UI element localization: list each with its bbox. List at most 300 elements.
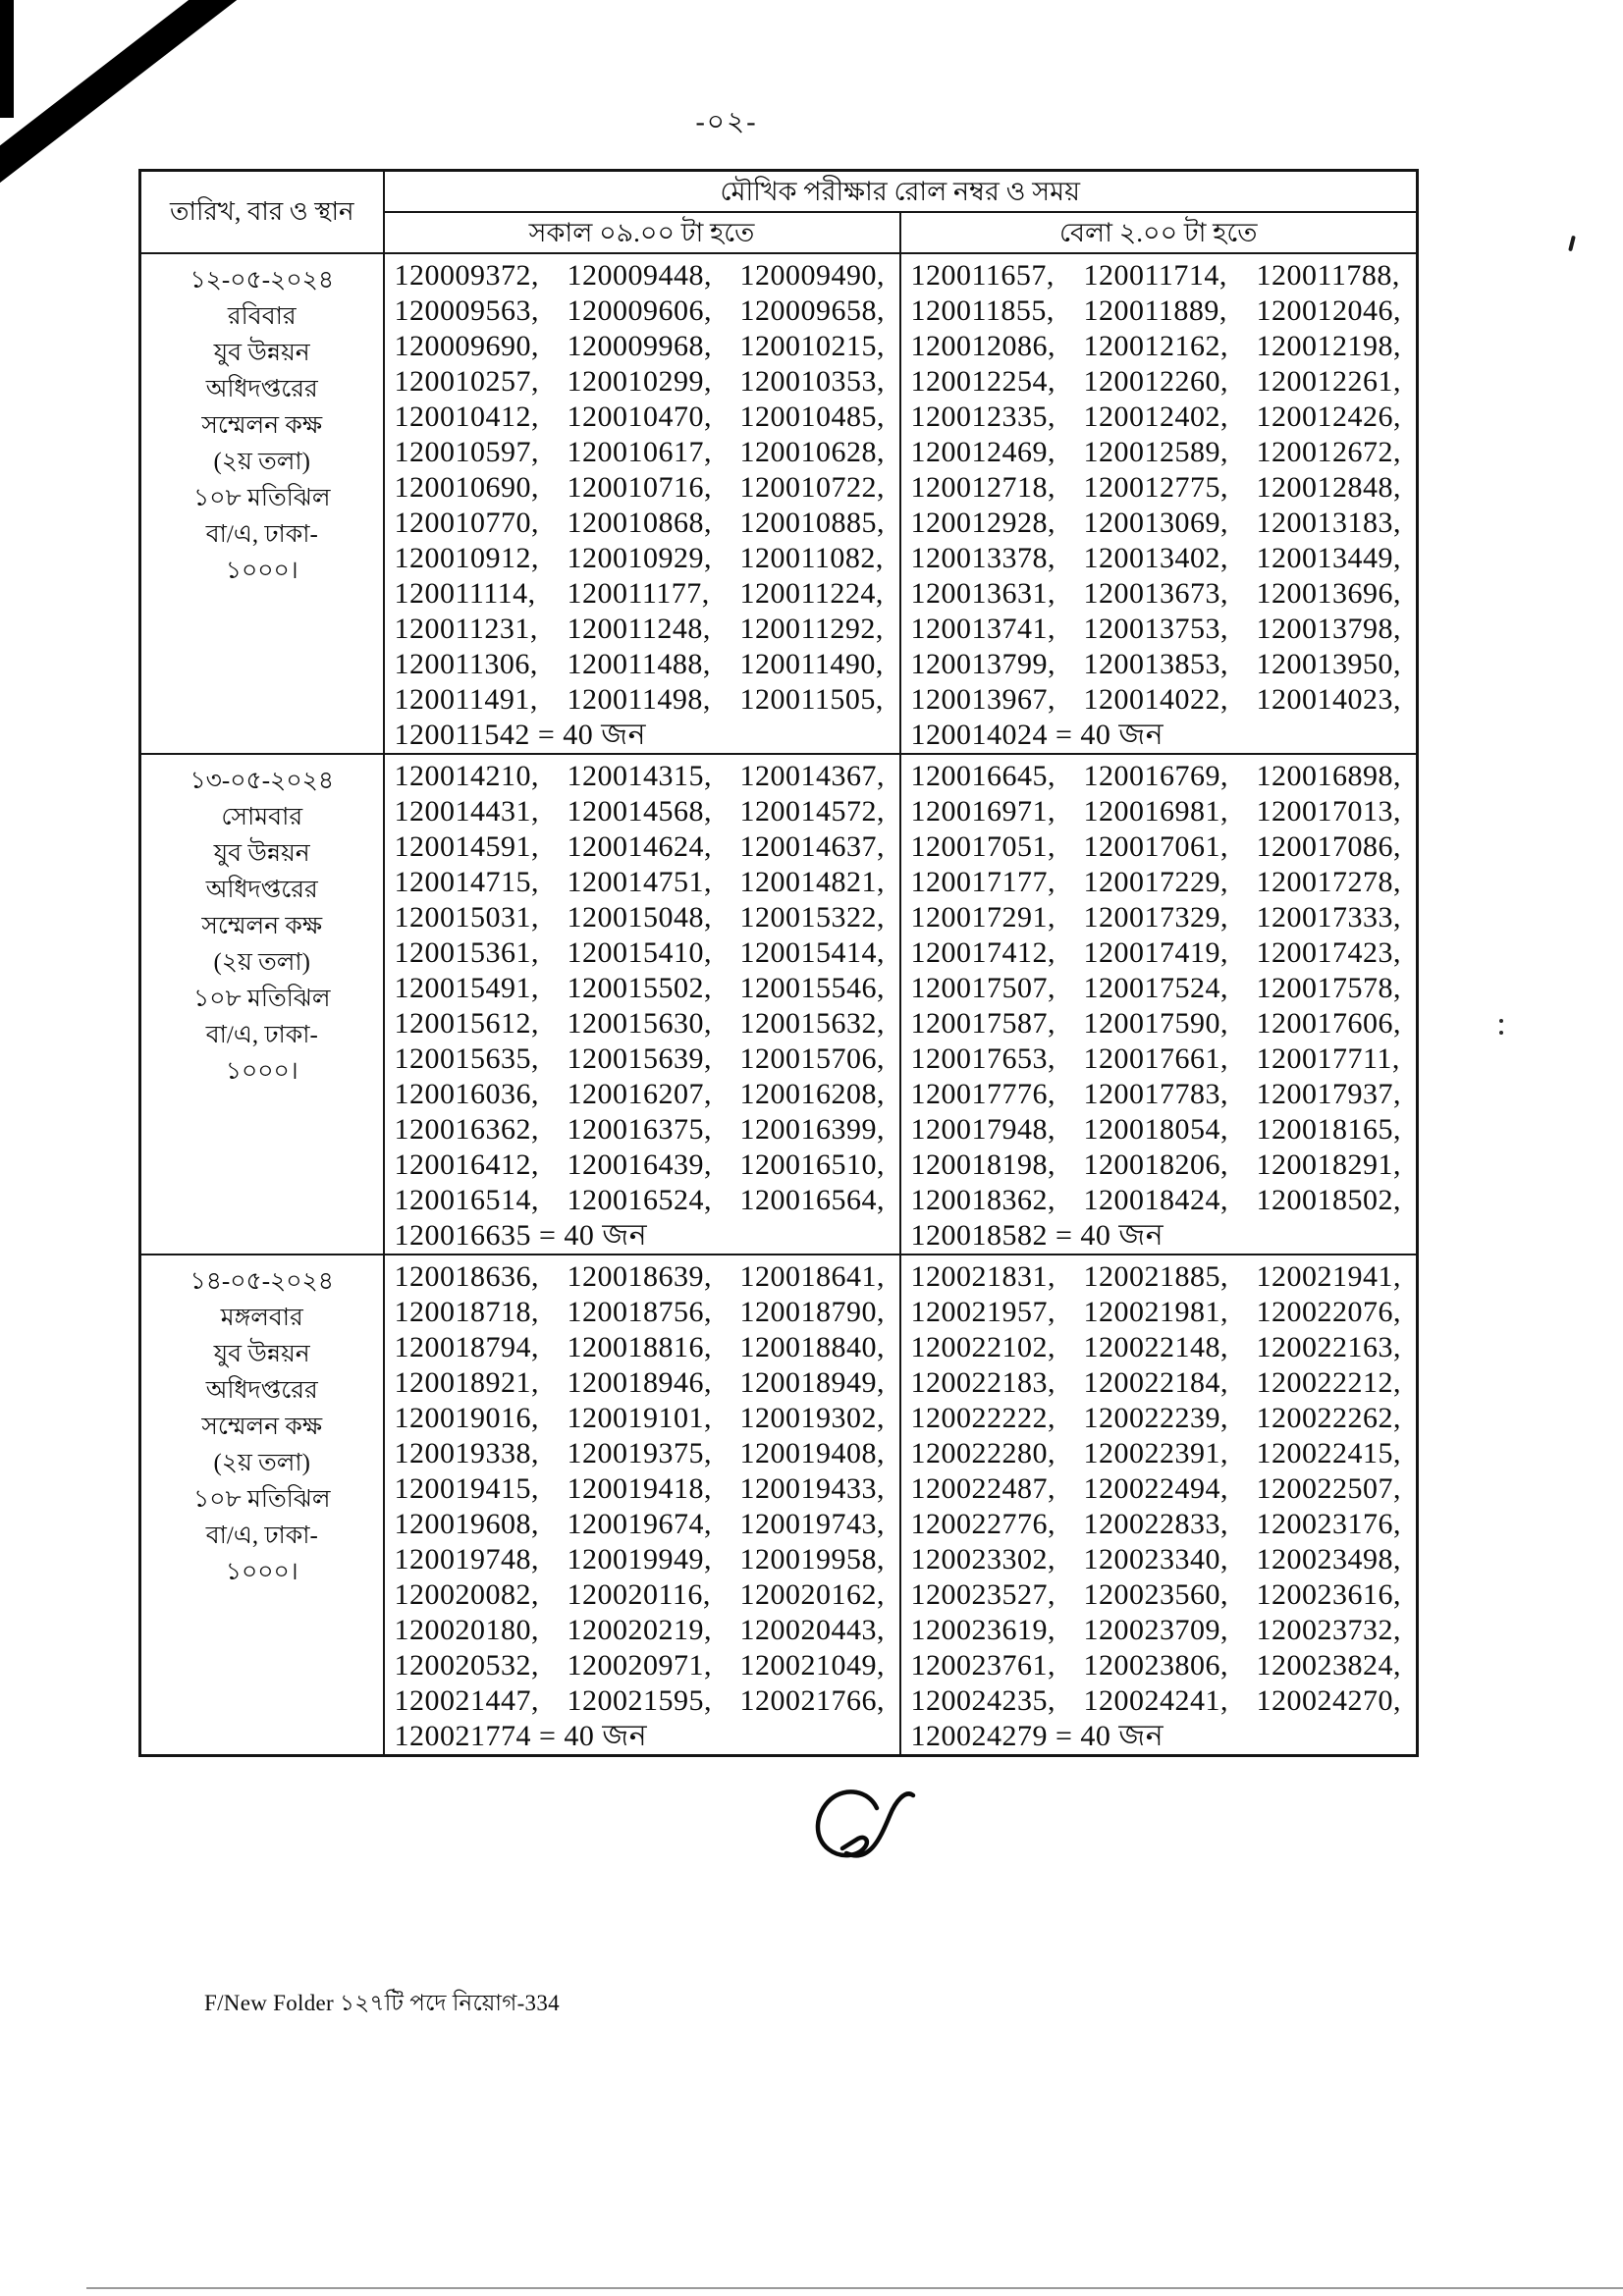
roll-number: 120010470, — [567, 400, 712, 433]
roll-number: 120012261, — [1256, 365, 1401, 398]
roll-number: 120022494, — [1083, 1472, 1228, 1505]
roll-number: 120019408, — [739, 1437, 885, 1469]
roll-number: 120023560, — [1083, 1578, 1228, 1611]
roll-number: 120016510, — [739, 1148, 885, 1181]
roll-line — [911, 294, 1413, 329]
scan-bottom-edge — [86, 2287, 1623, 2289]
venue-line: (২য় তলা) — [213, 449, 311, 475]
roll-line — [911, 1507, 1413, 1542]
roll-number: 120021981, — [1083, 1296, 1228, 1328]
roll-number: 120013378, — [910, 542, 1055, 574]
roll-number: 120017937, — [1256, 1078, 1401, 1110]
roll-number: 120017013, — [1256, 795, 1401, 828]
roll-line — [911, 1577, 1413, 1613]
roll-number: 120011224, — [739, 577, 884, 610]
roll-number: 120011248, — [567, 613, 711, 645]
roll-number: 120012260, — [1083, 365, 1228, 398]
roll-number: 120012402, — [1083, 400, 1228, 433]
roll-number: 120017783, — [1083, 1078, 1228, 1110]
roll-line — [395, 364, 895, 400]
roll-line — [911, 1719, 1413, 1754]
roll-number: 120022833, — [1083, 1508, 1228, 1540]
roll-line — [911, 506, 1413, 541]
corner-scan-artifact — [0, 0, 245, 196]
table-header-morning: সকাল ০৯.০০ টা হতে — [384, 212, 900, 253]
roll-number: 120015502, — [567, 972, 712, 1004]
venue-line: যুব উন্নয়ন — [213, 1341, 310, 1367]
roll-number: 120019608, — [394, 1508, 539, 1540]
table-header-date-venue: তারিখ, বার ও স্থান — [140, 171, 384, 254]
table-row — [140, 754, 1418, 1255]
roll-number: 120018840, — [739, 1331, 885, 1363]
roll-line — [395, 435, 895, 470]
roll-number: 120011292, — [739, 613, 884, 645]
roll-line — [395, 829, 895, 865]
roll-number: 120021885, — [1083, 1260, 1228, 1293]
roll-number: 120011490, — [739, 648, 884, 680]
roll-number: 120011114, — [394, 577, 536, 610]
roll-line — [911, 1183, 1413, 1218]
roll-number: 120019338, — [394, 1437, 539, 1469]
roll-number: 120017333, — [1256, 901, 1401, 934]
venue-line: (২য় তলা) — [213, 1450, 311, 1476]
roll-line — [911, 1112, 1413, 1148]
roll-number: 120022507, — [1256, 1472, 1401, 1505]
roll-line — [395, 1006, 895, 1041]
roll-line — [911, 1148, 1413, 1183]
roll-line — [395, 1719, 895, 1754]
roll-number: 120018756, — [567, 1296, 712, 1328]
roll-line — [911, 935, 1413, 971]
roll-line — [911, 1259, 1413, 1295]
roll-number: 120013853, — [1083, 648, 1228, 680]
roll-line — [395, 470, 895, 506]
roll-number: 120017661, — [1083, 1042, 1228, 1075]
roll-number: 120013673, — [1083, 577, 1228, 610]
roll-line — [395, 1577, 895, 1613]
roll-number: 120010299, — [567, 365, 712, 398]
roll-number: 120013967, — [910, 683, 1055, 716]
roll-number: 120018636, — [394, 1260, 539, 1293]
roll-number: 120021595, — [567, 1684, 712, 1717]
roll-cell-morning — [384, 253, 900, 754]
roll-number: 120016564, — [739, 1184, 885, 1216]
roll-number: 120014431, — [394, 795, 539, 828]
venue-line: অধিদপ্তরের — [205, 877, 318, 903]
roll-line — [911, 364, 1413, 400]
roll-number: 120017419, — [1083, 936, 1228, 969]
roll-line — [395, 794, 895, 829]
roll-number: 120015414, — [739, 936, 885, 969]
roll-line — [911, 435, 1413, 470]
roll-number: 120015491, — [394, 972, 539, 1004]
roll-total: 120016635 = 40 জন — [394, 1219, 648, 1252]
venue-line: সম্মেলন কক্ষ — [201, 913, 323, 939]
page-number: -০২- — [695, 107, 758, 137]
roll-number: 120019415, — [394, 1472, 539, 1505]
roll-number: 120019958, — [739, 1543, 885, 1575]
roll-number: 120018424, — [1083, 1184, 1228, 1216]
venue-cell — [140, 1255, 384, 1756]
roll-number: 120014367, — [739, 760, 885, 792]
roll-number: 120022184, — [1083, 1366, 1228, 1399]
venue-line: বা/এ, ঢাকা- — [205, 1022, 318, 1048]
roll-line — [911, 1648, 1413, 1683]
roll-number: 120023340, — [1083, 1543, 1228, 1575]
roll-number: 120017177, — [910, 866, 1055, 898]
roll-number: 120014624, — [567, 830, 712, 863]
roll-number: 120017948, — [910, 1113, 1055, 1146]
roll-line — [395, 935, 895, 971]
roll-number: 120018639, — [567, 1260, 712, 1293]
roll-number: 120015632, — [739, 1007, 885, 1040]
roll-line — [911, 329, 1413, 364]
roll-line — [395, 718, 895, 753]
roll-line — [911, 1471, 1413, 1507]
roll-total: 120018582 = 40 জন — [910, 1219, 1164, 1252]
roll-number: 120014315, — [567, 760, 712, 792]
roll-line — [911, 759, 1413, 794]
roll-number: 120018946, — [567, 1366, 712, 1399]
roll-number: 120019302, — [739, 1402, 885, 1434]
roll-number: 120017776, — [910, 1078, 1055, 1110]
roll-line — [395, 682, 895, 718]
roll-line — [395, 1148, 895, 1183]
venue-cell — [140, 253, 384, 754]
venue-line: সোমবার — [221, 804, 303, 830]
roll-number: 120013631, — [910, 577, 1055, 610]
roll-line — [911, 971, 1413, 1006]
roll-line — [911, 1218, 1413, 1254]
roll-number: 120013696, — [1256, 577, 1401, 610]
roll-number: 120021941, — [1256, 1260, 1401, 1293]
roll-number: 120012848, — [1256, 471, 1401, 504]
signature-swoosh — [846, 1793, 913, 1855]
roll-number: 120017590, — [1083, 1007, 1228, 1040]
schedule-table-head — [140, 171, 1418, 254]
roll-number: 120010412, — [394, 400, 539, 433]
roll-number: 120011714, — [1083, 259, 1227, 292]
roll-number: 120016514, — [394, 1184, 539, 1216]
roll-number: 120022183, — [910, 1366, 1055, 1399]
roll-number: 120010929, — [567, 542, 712, 574]
roll-cell-morning — [384, 1255, 900, 1756]
roll-line — [911, 1542, 1413, 1577]
roll-number: 120014715, — [394, 866, 539, 898]
roll-line — [395, 647, 895, 682]
roll-number: 120017507, — [910, 972, 1055, 1004]
roll-number: 120020180, — [394, 1614, 539, 1646]
roll-number: 120019674, — [567, 1508, 712, 1540]
roll-number: 120010485, — [739, 400, 885, 433]
roll-number: 120015639, — [567, 1042, 712, 1075]
roll-number: 120017229, — [1083, 866, 1228, 898]
roll-line — [911, 682, 1413, 718]
roll-number: 120019101, — [567, 1402, 712, 1434]
roll-total: 120024279 = 40 জন — [910, 1720, 1164, 1752]
roll-number: 120018198, — [910, 1148, 1055, 1181]
roll-number: 120015361, — [394, 936, 539, 969]
roll-line — [911, 1295, 1413, 1330]
roll-number: 120022239, — [1083, 1402, 1228, 1434]
roll-line — [911, 718, 1413, 753]
roll-line — [911, 1683, 1413, 1719]
roll-line — [911, 470, 1413, 506]
roll-number: 120010257, — [394, 365, 539, 398]
roll-number: 120012086, — [910, 330, 1055, 362]
roll-number: 120023619, — [910, 1614, 1055, 1646]
corner-streak — [0, 0, 236, 175]
roll-number: 120012335, — [910, 400, 1055, 433]
roll-number: 120012928, — [910, 507, 1055, 539]
roll-number: 120022222, — [910, 1402, 1055, 1434]
signature-loop — [818, 1791, 877, 1855]
roll-number: 120016645, — [910, 760, 1055, 792]
table-row — [140, 1255, 1418, 1756]
roll-number: 120017711, — [1256, 1042, 1400, 1075]
roll-number: 120023498, — [1256, 1543, 1401, 1575]
roll-number: 120016439, — [567, 1148, 712, 1181]
roll-line — [911, 541, 1413, 576]
roll-number: 120015630, — [567, 1007, 712, 1040]
roll-number: 120020532, — [394, 1649, 539, 1682]
roll-line — [395, 541, 895, 576]
roll-number: 120018502, — [1256, 1184, 1401, 1216]
roll-total: 120021774 = 40 জন — [394, 1720, 648, 1752]
roll-number: 120009563, — [394, 294, 539, 327]
roll-line — [395, 1365, 895, 1401]
roll-number: 120012775, — [1083, 471, 1228, 504]
roll-number: 120016362, — [394, 1113, 539, 1146]
roll-number: 120019433, — [739, 1472, 885, 1505]
roll-line — [911, 1330, 1413, 1365]
roll-total: 120014024 = 40 জন — [910, 719, 1164, 751]
roll-number: 120022280, — [910, 1437, 1055, 1469]
roll-number: 120010597, — [394, 436, 539, 468]
roll-number: 120009448, — [567, 259, 712, 292]
roll-number: 120016769, — [1083, 760, 1228, 792]
roll-number: 120017412, — [910, 936, 1055, 969]
roll-number: 120012469, — [910, 436, 1055, 468]
roll-line — [395, 1112, 895, 1148]
venue-line: ১৪-০৫-২০২৪ — [189, 1268, 335, 1295]
roll-number: 120012162, — [1083, 330, 1228, 362]
roll-line — [395, 294, 895, 329]
roll-number: 120017578, — [1256, 972, 1401, 1004]
roll-number: 120016375, — [567, 1113, 712, 1146]
roll-line — [395, 759, 895, 794]
roll-number: 120010885, — [739, 507, 885, 539]
roll-number: 120009606, — [567, 294, 712, 327]
roll-number: 120023302, — [910, 1543, 1055, 1575]
roll-number: 120021447, — [394, 1684, 539, 1717]
roll-number: 120014821, — [739, 866, 885, 898]
roll-number: 120013449, — [1256, 542, 1401, 574]
roll-line — [395, 865, 895, 900]
roll-number: 120018206, — [1083, 1148, 1228, 1181]
roll-number: 120022102, — [910, 1331, 1055, 1363]
roll-number: 120018794, — [394, 1331, 539, 1363]
roll-number: 120010716, — [567, 471, 712, 504]
roll-number: 120021831, — [910, 1260, 1055, 1293]
roll-number: 120012426, — [1256, 400, 1401, 433]
roll-number: 120009372, — [394, 259, 539, 292]
roll-number: 120022212, — [1256, 1366, 1401, 1399]
roll-number: 120013741, — [910, 613, 1055, 645]
venue-line: সম্মেলন কক্ষ — [201, 412, 323, 439]
roll-number: 120012254, — [910, 365, 1055, 398]
scan-speck-tick — [1568, 236, 1576, 251]
roll-line — [911, 1006, 1413, 1041]
roll-line — [395, 1613, 895, 1648]
roll-number: 120017606, — [1256, 1007, 1401, 1040]
roll-number: 120016971, — [910, 795, 1055, 828]
roll-line — [395, 1542, 895, 1577]
venue-line: ১০৮ মতিঝিল — [193, 986, 331, 1012]
roll-line — [395, 329, 895, 364]
venue-cell — [140, 754, 384, 1255]
roll-number: 120011498, — [567, 683, 711, 716]
roll-number: 120022487, — [910, 1472, 1055, 1505]
roll-number: 120015031, — [394, 901, 539, 934]
roll-number: 120017653, — [910, 1042, 1055, 1075]
roll-line — [395, 612, 895, 647]
roll-number: 120020219, — [567, 1614, 712, 1646]
roll-number: 120018362, — [910, 1184, 1055, 1216]
roll-number: 120017329, — [1083, 901, 1228, 934]
roll-number: 120011177, — [567, 577, 710, 610]
footer-note: F/New Folder ১২৭টি পদে নিয়োগ-334 — [204, 1991, 560, 2015]
venue-line: ১০০০। — [225, 1559, 298, 1585]
roll-number: 120010617, — [567, 436, 712, 468]
roll-line — [395, 1077, 895, 1112]
venue-line: ১০৮ মতিঝিল — [193, 485, 331, 511]
roll-number: 120018165, — [1256, 1113, 1401, 1146]
roll-number: 120019748, — [394, 1543, 539, 1575]
roll-number: 120023527, — [910, 1578, 1055, 1611]
roll-cell-afternoon — [900, 754, 1418, 1255]
roll-number: 120018641, — [739, 1260, 885, 1293]
roll-number: 120022163, — [1256, 1331, 1401, 1363]
roll-line — [395, 1295, 895, 1330]
venue-line: ১০৮ মতিঝিল — [193, 1486, 331, 1513]
venue-line: ১৩-০৫-২০২৪ — [189, 768, 335, 794]
roll-number: 120020082, — [394, 1578, 539, 1611]
roll-number: 120022415, — [1256, 1437, 1401, 1469]
roll-number: 120011505, — [739, 683, 884, 716]
roll-line — [395, 576, 895, 612]
roll-number: 120023709, — [1083, 1614, 1228, 1646]
roll-number: 120019418, — [567, 1472, 712, 1505]
roll-line — [395, 1471, 895, 1507]
venue-line: ১০০০। — [225, 558, 298, 584]
roll-number: 120020162, — [739, 1578, 885, 1611]
roll-number: 120015635, — [394, 1042, 539, 1075]
roll-number: 120013753, — [1083, 613, 1228, 645]
roll-number: 120011082, — [739, 542, 884, 574]
roll-number: 120014210, — [394, 760, 539, 792]
roll-line — [911, 1613, 1413, 1648]
venue-line: যুব উন্নয়ন — [213, 840, 310, 867]
roll-number: 120018291, — [1256, 1148, 1401, 1181]
schedule-table-body — [140, 253, 1418, 1756]
roll-number: 120019949, — [567, 1543, 712, 1575]
roll-line — [395, 1436, 895, 1471]
roll-line — [911, 576, 1413, 612]
roll-line — [395, 400, 895, 435]
roll-line — [395, 258, 895, 294]
roll-number: 120022076, — [1256, 1296, 1401, 1328]
roll-number: 120011488, — [567, 648, 711, 680]
roll-number: 120018949, — [739, 1366, 885, 1399]
roll-number: 120024241, — [1083, 1684, 1228, 1717]
table-header-main: মৌখিক পরীক্ষার রোল নম্বর ও সময় — [384, 171, 1418, 213]
venue-line: বা/এ, ঢাকা- — [205, 1522, 318, 1549]
roll-line — [395, 1183, 895, 1218]
roll-number: 120016524, — [567, 1184, 712, 1216]
roll-number: 120015048, — [567, 901, 712, 934]
roll-number: 120018718, — [394, 1296, 539, 1328]
roll-cell-afternoon — [900, 253, 1418, 754]
roll-number: 120021957, — [910, 1296, 1055, 1328]
roll-number: 120018054, — [1083, 1113, 1228, 1146]
roll-number: 120018790, — [739, 1296, 885, 1328]
roll-number: 120012046, — [1256, 294, 1401, 327]
roll-line — [911, 400, 1413, 435]
roll-number: 120013799, — [910, 648, 1055, 680]
roll-line — [395, 1648, 895, 1683]
roll-line — [911, 794, 1413, 829]
roll-number: 120022391, — [1083, 1437, 1228, 1469]
header-row-main — [140, 171, 1418, 213]
roll-line — [395, 1259, 895, 1295]
roll-number: 120017061, — [1083, 830, 1228, 863]
roll-number: 120019375, — [567, 1437, 712, 1469]
roll-number: 120015612, — [394, 1007, 539, 1040]
roll-number: 120024270, — [1256, 1684, 1401, 1717]
roll-number: 120018921, — [394, 1366, 539, 1399]
roll-number: 120009490, — [739, 259, 885, 292]
roll-number: 120011231, — [394, 613, 538, 645]
roll-number: 120020971, — [567, 1649, 712, 1682]
roll-number: 120011491, — [394, 683, 538, 716]
roll-number: 120017278, — [1256, 866, 1401, 898]
roll-number: 120014591, — [394, 830, 539, 863]
roll-number: 120017291, — [910, 901, 1055, 934]
roll-line — [395, 1507, 895, 1542]
roll-number: 120014751, — [567, 866, 712, 898]
roll-number: 120016036, — [394, 1078, 539, 1110]
roll-number: 120023176, — [1256, 1508, 1401, 1540]
roll-number: 120011306, — [394, 648, 538, 680]
roll-number: 120009690, — [394, 330, 539, 362]
roll-number: 120021766, — [739, 1684, 885, 1717]
roll-number: 120017423, — [1256, 936, 1401, 969]
roll-line — [911, 900, 1413, 935]
table-header-afternoon: বেলা ২.০০ টা হতে — [900, 212, 1418, 253]
roll-number: 120019016, — [394, 1402, 539, 1434]
roll-number: 120012589, — [1083, 436, 1228, 468]
venue-line: বা/এ, ঢাকা- — [205, 521, 318, 548]
roll-number: 120014572, — [739, 795, 885, 828]
roll-number: 120017086, — [1256, 830, 1401, 863]
roll-total: 120011542 = 40 জন — [394, 719, 647, 751]
roll-number: 120011657, — [910, 259, 1055, 292]
roll-line — [395, 1218, 895, 1254]
venue-line: অধিদপ্তরের — [205, 376, 318, 402]
roll-line — [395, 1041, 895, 1077]
roll-number: 120024235, — [910, 1684, 1055, 1717]
